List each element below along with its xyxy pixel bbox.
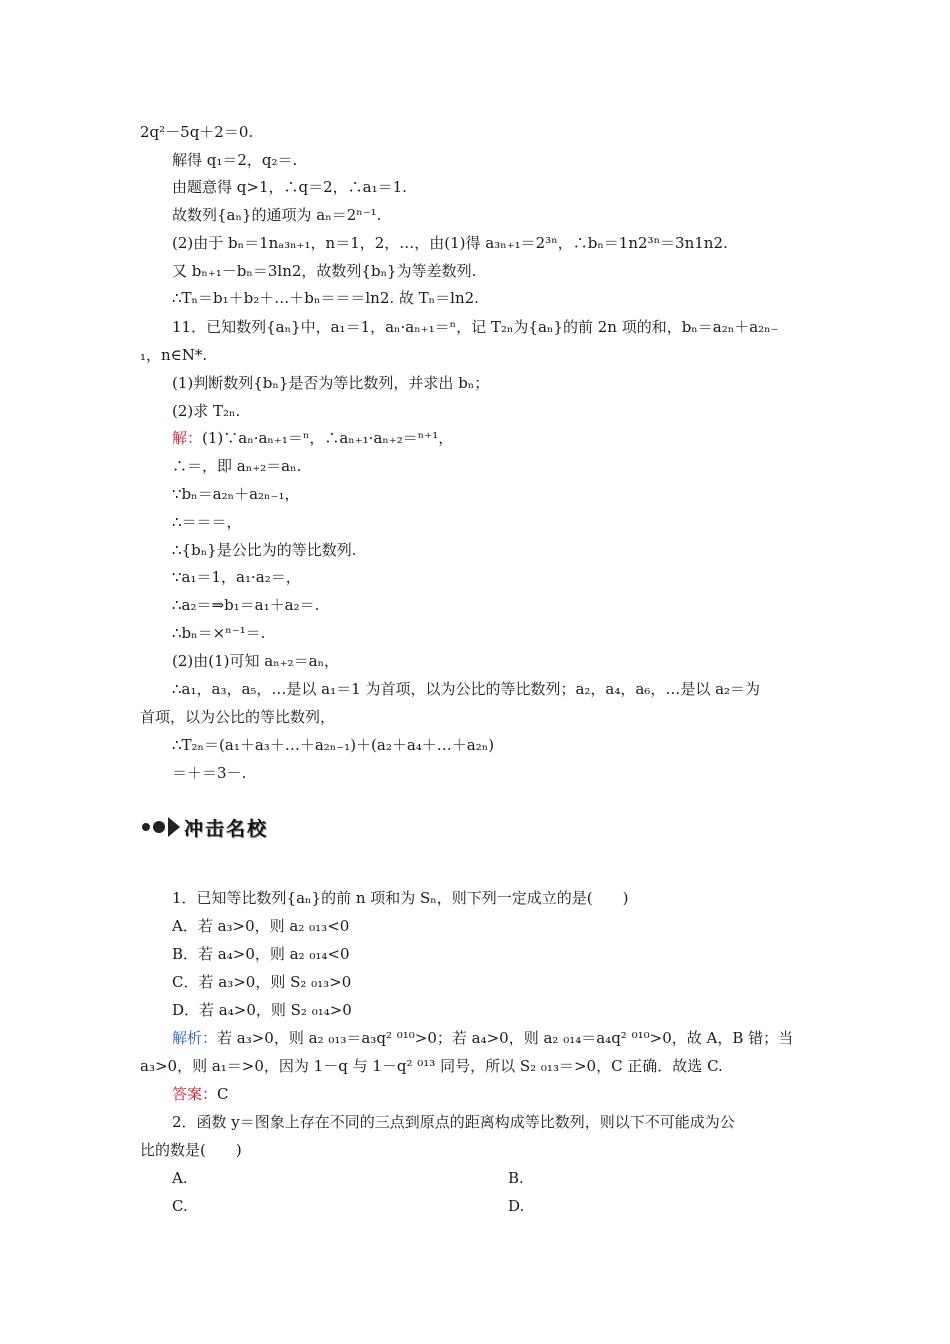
text-line: 2q²－5q＋2＝0.: [140, 123, 254, 141]
text-line: ∴{bₙ}是公比为的等比数列.: [172, 541, 357, 559]
dot-icon: [142, 823, 150, 831]
option-c: C．若 a₃>0，则 S₂ ₀₁₃>0: [172, 973, 352, 991]
option-d: D.: [508, 1197, 525, 1215]
text-line: ∴a₂＝⇒b₁＝a₁＋a₂＝.: [172, 596, 320, 614]
analysis-label: 解析：: [172, 1029, 218, 1047]
option-c: C.: [172, 1197, 188, 1215]
text-line: ∴T₂ₙ＝(a₁＋a₃＋…＋a₂ₙ₋₁)＋(a₂＋a₄＋…＋a₂ₙ): [172, 736, 495, 754]
section-banner: [142, 812, 268, 842]
answer-label: 答案：: [172, 1085, 218, 1103]
text-line: ∴＝＝＝，: [172, 513, 242, 531]
text-line: (2)求 T₂ₙ.: [172, 402, 241, 420]
text-line: 解得 q₁＝2，q₂＝.: [172, 151, 298, 169]
text-line: ＝＋＝3－.: [172, 764, 247, 782]
analysis-line: 解析：若 a₃>0，则 a₂ ₀₁₃＝a₃q² ⁰¹⁰>0；若 a₄>0，则 a₂ ₀₁₄＝a₄q² ⁰¹⁰>0，故 A，B 错；当: [172, 1029, 794, 1047]
text-line: 首项，以为公比的等比数列，: [140, 708, 336, 726]
option-b: B.: [508, 1169, 524, 1187]
text-line: (2)由于 bₙ＝1nₐ₃ₙ₊₁，n＝1，2，…，由(1)得 a₃ₙ₊₁＝2³ⁿ，∴bₙ＝1n2³ⁿ＝3n1n2.: [172, 234, 728, 252]
text-line: ∵bₙ＝a₂ₙ＋a₂ₙ₋₁，: [172, 485, 300, 503]
option-b: B．若 a₄>0，则 a₂ ₀₁₄<0: [172, 945, 350, 963]
text-line: 比的数是( ): [140, 1141, 242, 1159]
option-a: A.: [172, 1169, 188, 1187]
text-line: 又 bₙ₊₁－bₙ＝3ln2，故数列{bₙ}为等差数列.: [172, 262, 477, 280]
text-line: ∴Tₙ＝b₁＋b₂＋…＋bₙ＝＝＝ln2. 故 Tₙ＝ln2.: [172, 289, 479, 307]
question-1: 1．已知等比数列{aₙ}的前 n 项和为 Sₙ，则下列一定成立的是( ): [172, 889, 629, 907]
question-2: 2．函数 y＝图象上存在不同的三点到原点的距离构成等比数列，则以下不可能成为公: [172, 1113, 735, 1131]
text-line: (1)判断数列{bₙ}是否为等比数列，并求出 bₙ；: [172, 374, 490, 392]
text-line: 由题意得 q>1，∴q＝2，∴a₁＝1.: [172, 178, 407, 196]
problem-11: 11．已知数列{aₙ}中，a₁＝1，aₙ·aₙ₊₁＝ⁿ，记 T₂ₙ为{aₙ}的前 2n 项的和，bₙ＝a₂ₙ＋a₂ₙ₋: [172, 318, 779, 336]
option-a: A．若 a₃>0，则 a₂ ₀₁₃<0: [172, 917, 350, 935]
option-d: D．若 a₄>0，则 S₂ ₀₁₄>0: [172, 1001, 352, 1019]
text-line: 故数列{aₙ}的通项为 aₙ＝2ⁿ⁻¹.: [172, 206, 382, 224]
dot-icon: [153, 821, 165, 833]
answer-line: 答案：C: [172, 1085, 229, 1103]
text-line: ∵a₁＝1，a₁·a₂＝，: [172, 568, 301, 586]
section-title: 冲击名校: [184, 817, 269, 840]
text-line: ₁，n∈N*.: [140, 346, 208, 364]
text-line: ∴a₁，a₃，a₅，…是以 a₁＝1 为首项，以为公比的等比数列；a₂，a₄，a₆，…是以 a₂＝为: [172, 680, 761, 698]
solution-label: 解：: [172, 429, 203, 447]
solution-line: 解：(1)∵aₙ·aₙ₊₁＝ⁿ，∴aₙ₊₁·aₙ₊₂＝ⁿ⁺¹，: [172, 429, 454, 447]
text-line: ∴bₙ＝×ⁿ⁻¹＝.: [172, 624, 266, 642]
text-line: a₃>0，则 a₁＝>0，因为 1－q 与 1－q² ⁰¹³ 同号，所以 S₂ ₀₁₃＝>0，C 正确．故选 C.: [140, 1057, 723, 1075]
arrow-right-icon: [168, 817, 180, 837]
text-line: (2)由(1)可知 aₙ₊₂＝aₙ，: [172, 652, 340, 670]
text-line: ∴＝，即 aₙ₊₂＝aₙ.: [172, 457, 302, 475]
